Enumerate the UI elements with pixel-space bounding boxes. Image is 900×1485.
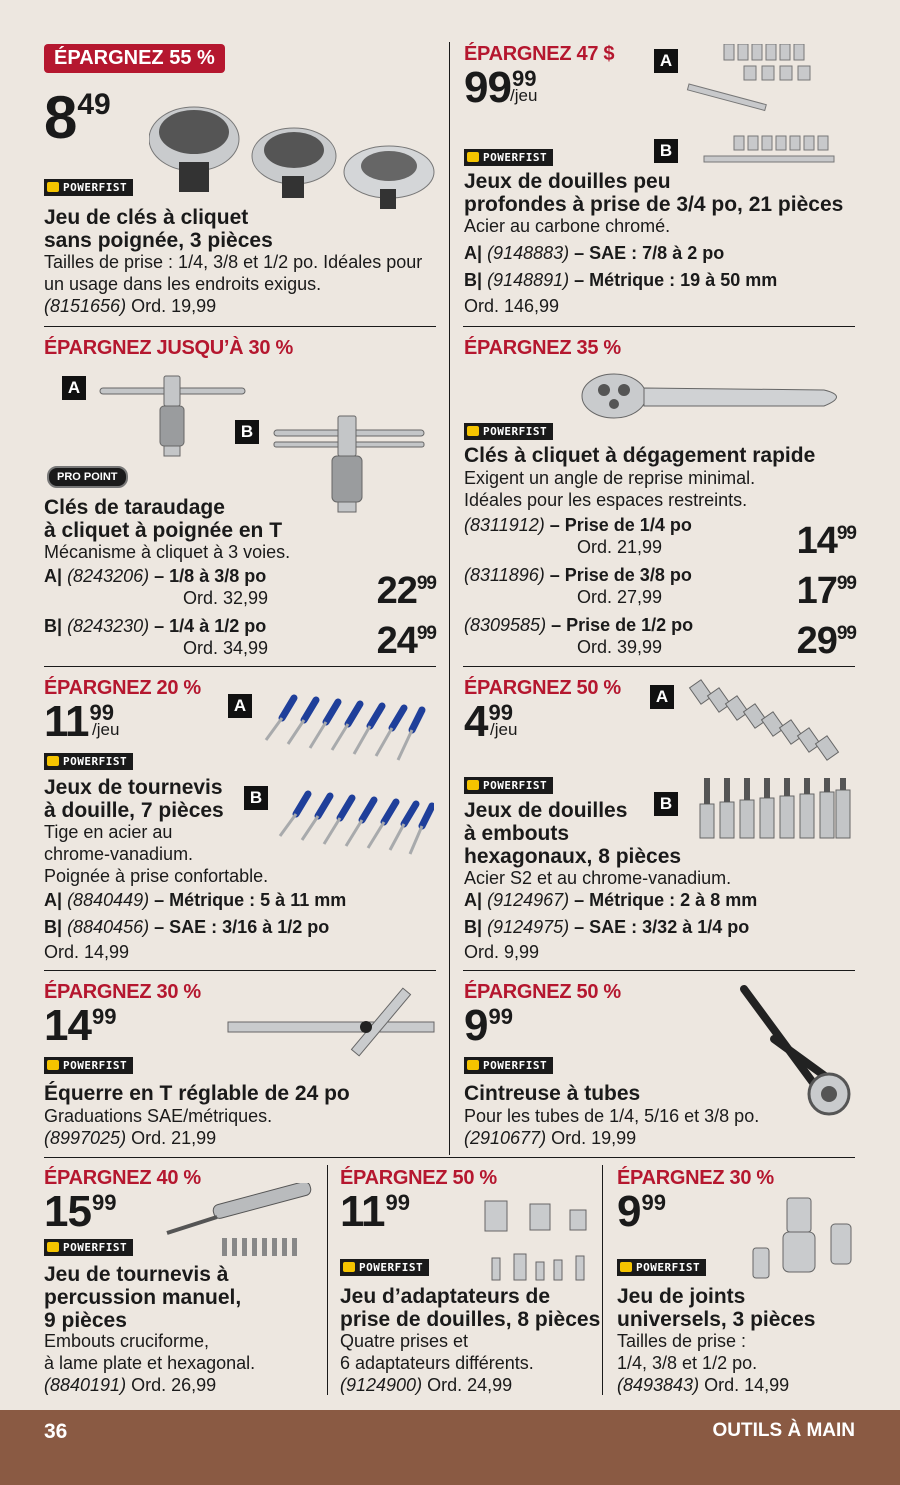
powerfist-icon bbox=[467, 152, 479, 162]
ratchet-image bbox=[574, 368, 854, 428]
powerfist-icon bbox=[467, 426, 479, 436]
powerfist-icon bbox=[47, 182, 59, 192]
powerfist-icon bbox=[47, 1242, 59, 1252]
variant-b-price: $24^{99}$ bbox=[376, 620, 436, 662]
variant-b-marker: B bbox=[654, 792, 678, 816]
product-description: Graduations SAE/métriques. bbox=[44, 1106, 273, 1126]
powerfist-icon bbox=[620, 1262, 632, 1272]
variant-line: (8311896) – Prise de 3/8 po bbox=[464, 565, 692, 585]
product-title: Cintreuse à tubes bbox=[464, 1082, 641, 1105]
product-title: Jeu de clés à cliquet sans poignée, 3 pièces bbox=[44, 206, 273, 253]
variant-a-marker: A bbox=[654, 49, 678, 73]
variant-regular: Ord. 39,99 bbox=[577, 637, 663, 657]
brand-logo: PRO POINT bbox=[47, 466, 128, 488]
t-square-image bbox=[226, 982, 436, 1062]
brand-logo: POWERFIST bbox=[464, 776, 553, 794]
product-sku-line: (8840191) Ord. 26,99 bbox=[44, 1375, 217, 1395]
row-divider bbox=[44, 970, 436, 971]
tube-bender-image bbox=[734, 984, 859, 1124]
variant-b-marker: B bbox=[235, 420, 259, 444]
product-title: Jeux de douilles peu profondes à prise de 3/4 po, 21 pièces bbox=[464, 170, 844, 217]
product-sku-line: (9124900) Ord. 24,99 bbox=[340, 1375, 513, 1395]
product-sku-line: (2910677) Ord. 19,99 bbox=[464, 1128, 637, 1148]
product-description: Mécanisme à cliquet à 3 voies. bbox=[44, 542, 291, 562]
column-divider bbox=[327, 1165, 328, 1395]
product-description: Tailles de prise : 1/4, 3/8 et 1/2 po. Idéales pour un usage dans les endroits exigus. bbox=[44, 252, 423, 294]
product-title: Clés de taraudage à cliquet à poignée en T bbox=[44, 496, 283, 543]
variant-b-line: B| (8243230) – 1/4 à 1/2 po bbox=[44, 616, 267, 636]
savings-label: ÉPARGNEZ 30 % bbox=[44, 981, 201, 1003]
variant-a-marker: A bbox=[62, 376, 86, 400]
product-title: Jeu de joints universels, 3 pièces bbox=[617, 1285, 816, 1332]
powerfist-icon bbox=[467, 780, 479, 790]
adapters-image bbox=[480, 1196, 600, 1286]
variant-a-line: A| (8840449) – Métrique : 5 à 11 mm bbox=[44, 890, 347, 910]
section-name: OUTILS À MAIN bbox=[712, 1420, 855, 1441]
product-description: Exigent un angle de reprise minimal. Idéales pour les espaces restreints. bbox=[464, 468, 756, 510]
variant-price: $14^{99}$ bbox=[796, 520, 856, 562]
page-number: 36 bbox=[44, 1420, 68, 1443]
product-sku-line: (8151656) Ord. 19,99 bbox=[44, 296, 217, 316]
row-divider bbox=[463, 666, 855, 667]
sale-price: $99^{99}$ bbox=[464, 63, 537, 112]
savings-badge: ÉPARGNEZ 55 % bbox=[44, 44, 225, 73]
brand-logo: POWERFIST bbox=[340, 1258, 429, 1276]
price-unit: /jeu bbox=[510, 86, 538, 105]
variant-b-line: B| (8840456) – SAE : 3/16 à 1/2 po bbox=[44, 917, 330, 937]
nut-driver-image bbox=[254, 688, 434, 858]
sale-price: $4^{99}$ bbox=[464, 697, 513, 746]
socket-set-image bbox=[684, 44, 854, 174]
brand-logo: POWERFIST bbox=[44, 1238, 133, 1256]
price-unit: /jeu bbox=[490, 720, 518, 739]
regular-price: Ord. 9,99 bbox=[464, 942, 540, 962]
sale-price: $15^{99}$ bbox=[44, 1187, 117, 1236]
impact-driver-image bbox=[162, 1183, 322, 1263]
row-divider bbox=[44, 1157, 855, 1158]
savings-label: ÉPARGNEZ 50 % bbox=[464, 981, 621, 1003]
product-t-square bbox=[44, 982, 436, 1154]
savings-label: ÉPARGNEZ 50 % bbox=[340, 1167, 497, 1189]
variant-price: $29^{99}$ bbox=[796, 620, 856, 662]
product-tap-wrench bbox=[44, 338, 436, 664]
page-footer bbox=[0, 1410, 900, 1485]
variant-b-marker: B bbox=[244, 786, 268, 810]
hex-bit-sockets-image bbox=[684, 678, 854, 848]
brand-logo: POWERFIST bbox=[464, 148, 553, 166]
variant-a-line: A| (8243206) – 1/8 à 3/8 po bbox=[44, 566, 267, 586]
product-title: Jeu de tournevis à percussion manuel, 9 pièces bbox=[44, 1263, 242, 1333]
sale-price: $8^{49}$ bbox=[44, 84, 111, 151]
brand-logo: POWERFIST bbox=[464, 1056, 553, 1074]
sale-price: $14^{99}$ bbox=[44, 1001, 117, 1050]
powerfist-icon bbox=[343, 1262, 355, 1272]
product-title: Jeu d’adaptateurs de prise de douilles, 8 pièces bbox=[340, 1285, 601, 1332]
variant-a-line: A| (9124967) – Métrique : 2 à 8 mm bbox=[464, 890, 758, 910]
sale-price: $9^{99}$ bbox=[617, 1187, 666, 1236]
product-title: Clés à cliquet à dégagement rapide bbox=[464, 444, 816, 467]
row-divider bbox=[463, 326, 855, 327]
savings-label: ÉPARGNEZ 35 % bbox=[464, 337, 621, 359]
product-quick-release-ratchet bbox=[464, 338, 856, 664]
savings-label: ÉPARGNEZ JUSQU’À 30 % bbox=[44, 337, 293, 359]
product-sku-line: (8493843) Ord. 14,99 bbox=[617, 1375, 790, 1395]
savings-label: ÉPARGNEZ 30 % bbox=[617, 1167, 774, 1189]
savings-label: ÉPARGNEZ 20 % bbox=[44, 677, 201, 699]
variant-line: (8311912) – Prise de 1/4 po bbox=[464, 515, 692, 535]
savings-label: ÉPARGNEZ 47 $ bbox=[464, 43, 615, 65]
universal-joints-image bbox=[747, 1196, 857, 1286]
product-title: Jeux de douilles à embouts hexagonaux, 8 pièces bbox=[464, 799, 682, 869]
sale-price: $9^{99}$ bbox=[464, 1001, 513, 1050]
variant-b-line: B| (9124975) – SAE : 3/32 à 1/4 po bbox=[464, 917, 750, 937]
product-description: Quatre prises et 6 adaptateurs différents. bbox=[340, 1331, 534, 1373]
sale-price: $11^{99}$ bbox=[340, 1187, 410, 1236]
product-description: Acier au carbone chromé. bbox=[464, 216, 671, 236]
product-ratchet-3pc bbox=[44, 44, 436, 324]
product-description: Acier S2 et au chrome-vanadium. bbox=[464, 868, 732, 888]
brand-logo: POWERFIST bbox=[44, 752, 133, 770]
product-socket-set-3-4 bbox=[464, 44, 856, 324]
variant-price: $17^{99}$ bbox=[796, 570, 856, 612]
product-impact-driver bbox=[44, 1168, 324, 1400]
product-description: Tige en acier au chrome-vanadium. Poignée à prise confortable. bbox=[44, 822, 269, 886]
variant-b-regular: Ord. 34,99 bbox=[183, 638, 269, 658]
product-hex-bit-sockets bbox=[464, 678, 856, 968]
brand-logo: POWERFIST bbox=[44, 1056, 133, 1074]
row-divider bbox=[44, 666, 436, 667]
variant-regular: Ord. 27,99 bbox=[577, 587, 663, 607]
row-divider bbox=[463, 970, 855, 971]
product-tube-bender bbox=[464, 982, 856, 1154]
column-divider bbox=[602, 1165, 603, 1395]
sale-price: $11^{99}$ bbox=[44, 697, 114, 746]
product-sku-line: (8997025) Ord. 21,99 bbox=[44, 1128, 217, 1148]
regular-price: Ord. 146,99 bbox=[464, 296, 560, 316]
product-description: Pour les tubes de 1/4, 5/16 et 3/8 po. bbox=[464, 1106, 760, 1126]
product-universal-joints bbox=[617, 1168, 857, 1400]
column-divider bbox=[449, 42, 450, 1155]
product-nut-driver-set bbox=[44, 678, 436, 968]
variant-a-marker: A bbox=[650, 685, 674, 709]
powerfist-icon bbox=[47, 1060, 59, 1070]
ratchet-heads-image bbox=[149, 84, 439, 224]
variant-a-regular: Ord. 32,99 bbox=[183, 588, 269, 608]
brand-logo: POWERFIST bbox=[617, 1258, 706, 1276]
product-title: Jeux de tournevis à douille, 7 pièces bbox=[44, 776, 224, 823]
regular-price: Ord. 14,99 bbox=[44, 942, 130, 962]
variant-regular: Ord. 21,99 bbox=[577, 537, 663, 557]
variant-a-marker: A bbox=[228, 694, 252, 718]
variant-b-marker: B bbox=[654, 139, 678, 163]
variant-b-line: B| (9148891) – Métrique : 19 à 50 mm bbox=[464, 270, 778, 290]
variant-line: (8309585) – Prise de 1/2 po bbox=[464, 615, 694, 635]
product-title: Équerre en T réglable de 24 po bbox=[44, 1082, 350, 1105]
product-description: Embouts cruciforme, à lame plate et hexagonal. bbox=[44, 1331, 256, 1373]
brand-logo: POWERFIST bbox=[44, 178, 133, 196]
variant-a-price: $22^{99}$ bbox=[376, 570, 436, 612]
brand-logo: POWERFIST bbox=[464, 422, 553, 440]
price-unit: /jeu bbox=[92, 720, 120, 739]
savings-label: ÉPARGNEZ 50 % bbox=[464, 677, 621, 699]
powerfist-icon bbox=[467, 1060, 479, 1070]
product-socket-adapters bbox=[340, 1168, 602, 1400]
product-description: Tailles de prise : 1/4, 3/8 et 1/2 po. bbox=[617, 1331, 758, 1373]
variant-a-line: A| (9148883) – SAE : 7/8 à 2 po bbox=[464, 243, 725, 263]
powerfist-icon bbox=[47, 756, 59, 766]
savings-label: ÉPARGNEZ 40 % bbox=[44, 1167, 201, 1189]
row-divider bbox=[44, 326, 436, 327]
